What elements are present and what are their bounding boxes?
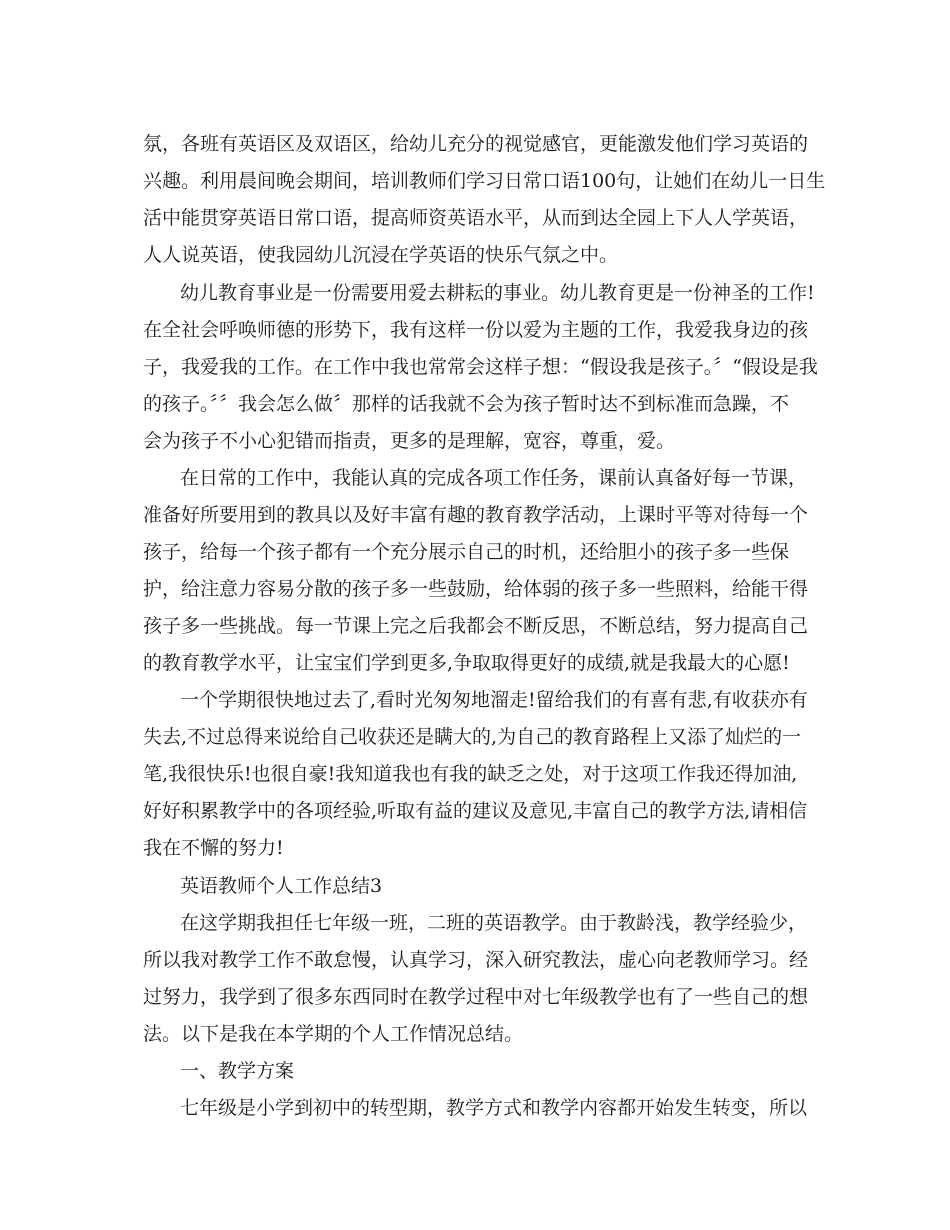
section-heading: 英语教师个人工作总结3 [180,875,383,897]
text-line: 在全社会呼唤师德的形势下，我有这样一份以爱为主题的工作，我爱我身边的孩 [143,319,809,341]
text-line: 准备好所要用到的教具以及好丰富有趣的教育教学活动，上课时平等对待每一个 [143,504,809,526]
text-line: 会为孩子不小心犯错而指责，更多的是理解，宽容，尊重，爱。 [143,430,676,452]
text-line: 氛，各班有英语区及双语区，给幼儿充分的视觉感官，更能激发他们学习英语的 [143,133,809,155]
text-line: 在这学期我担任七年级一班，二班的英语教学。由于教龄浅，教学经验少， [180,912,808,934]
text-line: 孩子多一些挑战。每一节课上完之后我都会不断反思，不断总结，努力提高自己 [143,615,809,637]
text-line: 的教育教学水平，让宝宝们学到更多,争取取得更好的成绩,就是我最大的心愿! [143,652,790,674]
text-line: 人人说英语，使我园幼儿沉浸在学英语的快乐气氛之中。 [143,244,619,266]
text-line: 失去,不过总得来说给自己收获还是瞒大的,为自己的教育路程上又添了灿烂的一 [143,726,802,748]
text-line: 在日常的工作中，我能认真的完成各项工作任务，课前认真备好每一节课， [180,467,808,489]
text-line: 护，给注意力容易分散的孩子多一些鼓励，给体弱的孩子多一些照料，给能干得 [143,578,809,600]
text-line: 所以我对教学工作不敢怠慢，认真学习，深入研究教法，虚心向老教师学习。经 [143,949,809,971]
subsection-heading: 一、教学方案 [180,1060,295,1082]
text-line: 一个学期很快地过去了,看时光匆匆地溜走!留给我们的有喜有悲,有收获亦有 [180,689,808,711]
text-line: 兴趣。利用晨间晚会期间，培训教师们学习日常口语100句，让她们在幼儿一日生 [143,170,826,192]
text-line: 过努力，我学到了很多东西同时在教学过程中对七年级教学也有了一些自己的想 [143,986,809,1008]
text-line: 七年级是小学到初中的转型期，教学方式和教学内容都开始发生转变，所以 [180,1097,808,1119]
text-line: 活中能贯穿英语日常口语，提高师资英语水平，从而到达全园上下人人学英语， [143,207,809,229]
text-line: 的孩子。〞〞我会怎么做〞那样的话我就不会为孩子暂时达不到标准而急躁，不 [143,393,790,415]
text-line: 笔,我很快乐!也很自豪!我知道我也有我的缺乏之处，对于这项工作我还得加油, [143,763,798,785]
text-line: 我在不懈的努力! [143,837,284,859]
text-line: 幼儿教育事业是一份需要用爱去耕耘的事业。幼儿教育更是一份神圣的工作! [180,282,815,304]
text-line: 子，我爱我的工作。在工作中我也常常会这样子想：“假设我是孩子。〞“假设是我 [143,356,818,378]
text-line: 好好积累教学中的各项经验,听取有益的建议及意见,丰富自己的教学方法,请相信 [143,800,808,822]
text-line: 法。以下是我在本学期的个人工作情况总结。 [143,1023,524,1045]
text-line: 孩子，给每一个孩子都有一个充分展示自己的时机，还给胆小的孩子多一些保 [143,541,790,563]
